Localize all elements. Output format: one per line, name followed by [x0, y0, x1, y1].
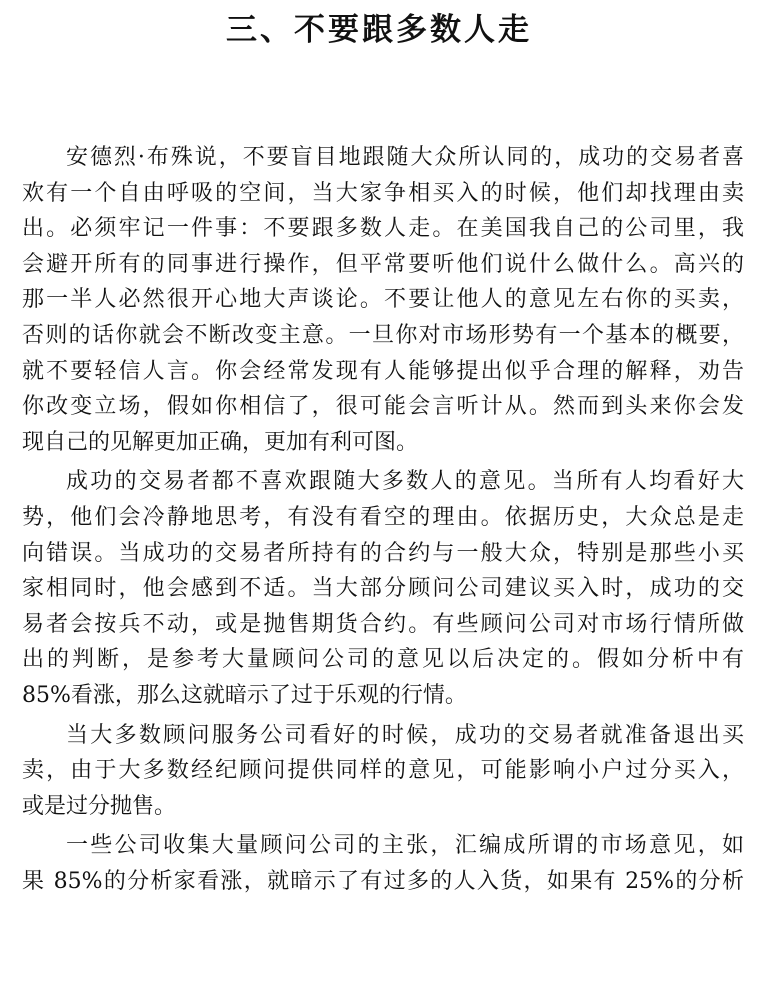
text-line: 易者会按兵不动，或是抛售期货合约。有些顾问公司对市场行情所做: [22, 611, 744, 637]
page-title: 三、不要跟多数人走: [226, 12, 532, 48]
text-line: 那一半人必然很开心地大声谈论。不要让他人的意见左右你的买卖，: [22, 287, 744, 313]
text-line: 安德烈·布殊说，不要盲目地跟随大众所认同的，成功的交易者喜: [66, 145, 744, 170]
text-line: 你改变立场，假如你相信了，很可能会言听计从。然而到头来你会发: [22, 394, 744, 420]
text-line: 一些公司收集大量顾问公司的主张，汇编成所谓的市场意见，如: [66, 833, 744, 859]
text-line: 势，他们会冷静地思考，有没有看空的理由。依据历史，大众总是走: [22, 504, 744, 530]
body-text: [22, 140, 744, 899]
text-line: 或是过分抛售。: [22, 793, 177, 819]
text-line: 当大多数顾问服务公司看好的时候，成功的交易者就准备退出买: [66, 722, 744, 748]
text-line: 现自己的见解更加正确，更加有利可图。: [22, 429, 419, 455]
text-line: 向错误。当成功的交易者所持有的合约与一般大众，特别是那些小买: [22, 540, 744, 566]
text-line: 欢有一个自由呼吸的空间，当大家争相买入的时候，他们却找理由卖: [22, 180, 744, 206]
text-line: 会避开所有的同事进行操作，但平常要听他们说什么做什么。高兴的: [22, 251, 744, 277]
text-line: 出。必须牢记一件事：不要跟多数人走。在美国我自己的公司里，我: [22, 216, 744, 242]
text-line: 成功的交易者都不喜欢跟随大多数人的意见。当所有人均看好大: [66, 469, 744, 495]
text-line: 果 85%的分析家看涨，就暗示了有过多的人入货，如果有 25%的分析: [22, 868, 744, 894]
text-line: 就不要轻信人言。你会经常发现有人能够提出似乎合理的解释，劝告: [22, 358, 744, 384]
text-line: 家相同时，他会感到不适。当大部分顾问公司建议买入时，成功的交: [22, 576, 744, 602]
text-line: 否则的话你就会不断改变主意。一旦你对市场形势有一个基本的概要，: [22, 322, 744, 348]
text-line: 出的判断，是参考大量顾问公司的意见以后决定的。假如分析中有: [22, 647, 744, 673]
text-line: 85%看涨，那么这就暗示了过于乐观的行情。: [22, 682, 467, 708]
text-line: 卖，由于大多数经纪顾问提供同样的意见，可能影响小户过分买入，: [22, 758, 744, 784]
